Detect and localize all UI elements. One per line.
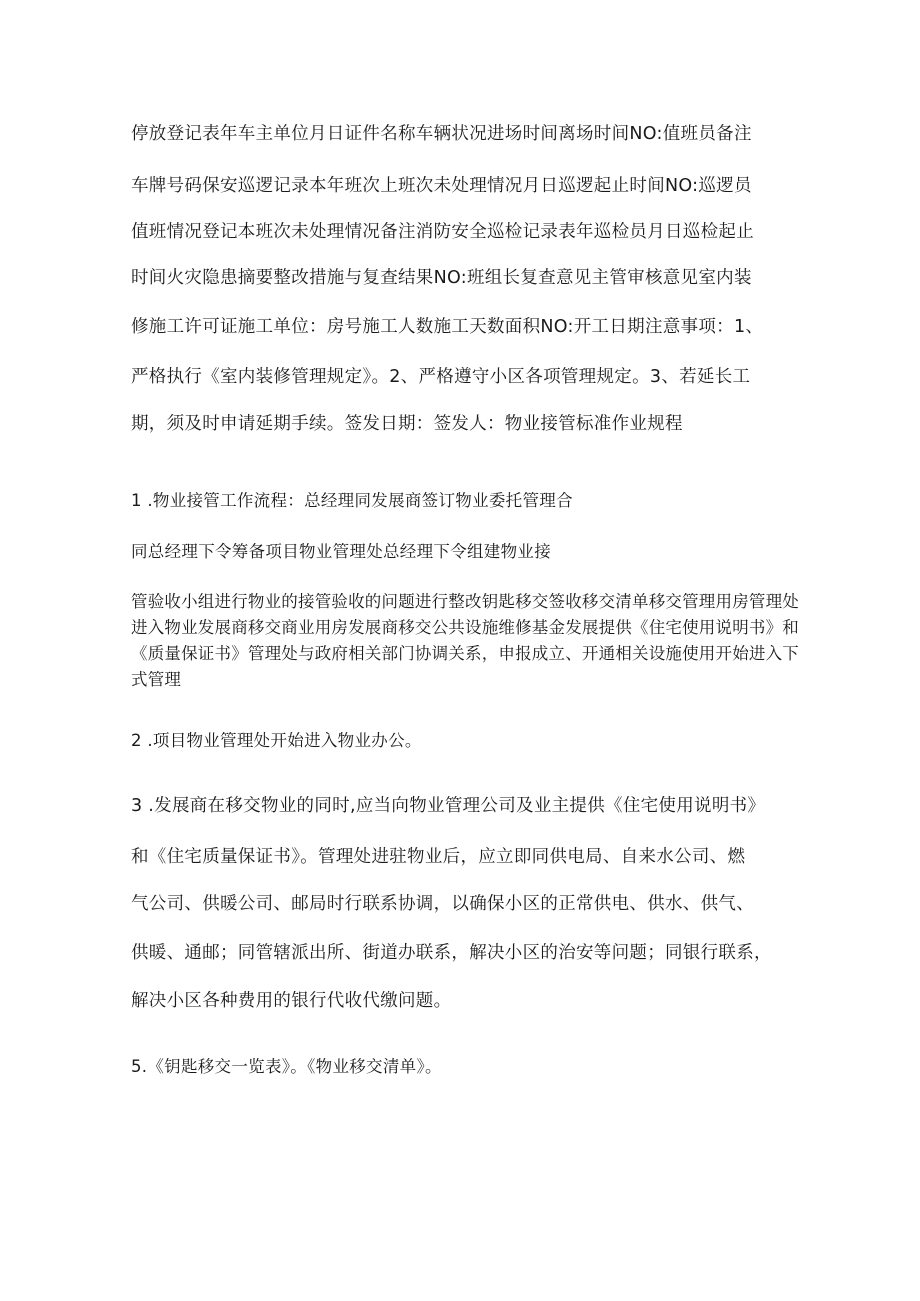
item3-line-3: 气公司、供暖公司、邮局时行联系协调，以确保小区的正常供电、供水、供气、: [131, 894, 754, 914]
item3-line-4: 供暖、通邮；同管辖派出所、街道办联系，解决小区的治安等问题；同银行联系，: [131, 943, 772, 963]
para1-line-2: 车牌号码保安巡逻记录本年班次上班次未处理情况月日巡逻起止时间NO:巡逻员: [131, 176, 752, 196]
item5-line: 5.《钥匙移交一览表》。《物业移交清单》。: [131, 1057, 442, 1076]
item3-line-1: 3 .发展商在移交物业的同时,应当向物业管理公司及业主提供《住宅使用说明书》: [131, 796, 766, 816]
item1-title: 1 .物业接管工作流程：总经理同发展商签订物业委托管理合: [131, 491, 573, 510]
item1-flow-text: 管验收小组进行物业的接管验收的问题进行整改钥匙移交签收移交清单移交管理用房管理处进入物业发展商移交商业用房发展商移交公共设施维修基金发展提供《住宅使用说明书》和《质量保证书》管理处与政府相关部门协调关系，申报成立、开通相关设施使用开始进入下式管理: [131, 592, 799, 689]
para1-line-3: 值班情况登记本班次未处理情况备注消防安全巡检记录表年巡检员月日巡检起止: [131, 222, 754, 242]
para1-line-5: 修施工许可证施工单位：房号施工人数施工天数面积NO:开工日期注意事项：1、: [131, 317, 764, 337]
para1-line-4: 时间火灾隐患摘要整改措施与复查结果NO:班组长复查意见主管审核意见室内装: [131, 268, 752, 288]
item2-line: 2 .项目物业管理处开始进入物业办公。: [131, 731, 422, 750]
item3-line-5: 解决小区各种费用的银行代收代缴问题。: [131, 991, 452, 1011]
item3-line-2: 和《住宅质量保证书》。管理处进驻物业后，应立即同供电局、自来水公司、燃: [131, 847, 746, 867]
para1-line-7: 期，须及时申请延期手续。签发日期：签发人：物业接管标准作业规程: [131, 414, 683, 434]
para1-line-1: 停放登记表年车主单位月日证件名称车辆状况进场时间离场时间NO:值班员备注: [131, 124, 752, 144]
para1-line-6: 严格执行《室内装修管理规定》。2、严格遵守小区各项管理规定。3、若延长工: [131, 367, 751, 387]
item1-line-2: 同总经理下令筹备项目物业管理处总经理下令组建物业接: [131, 542, 551, 561]
